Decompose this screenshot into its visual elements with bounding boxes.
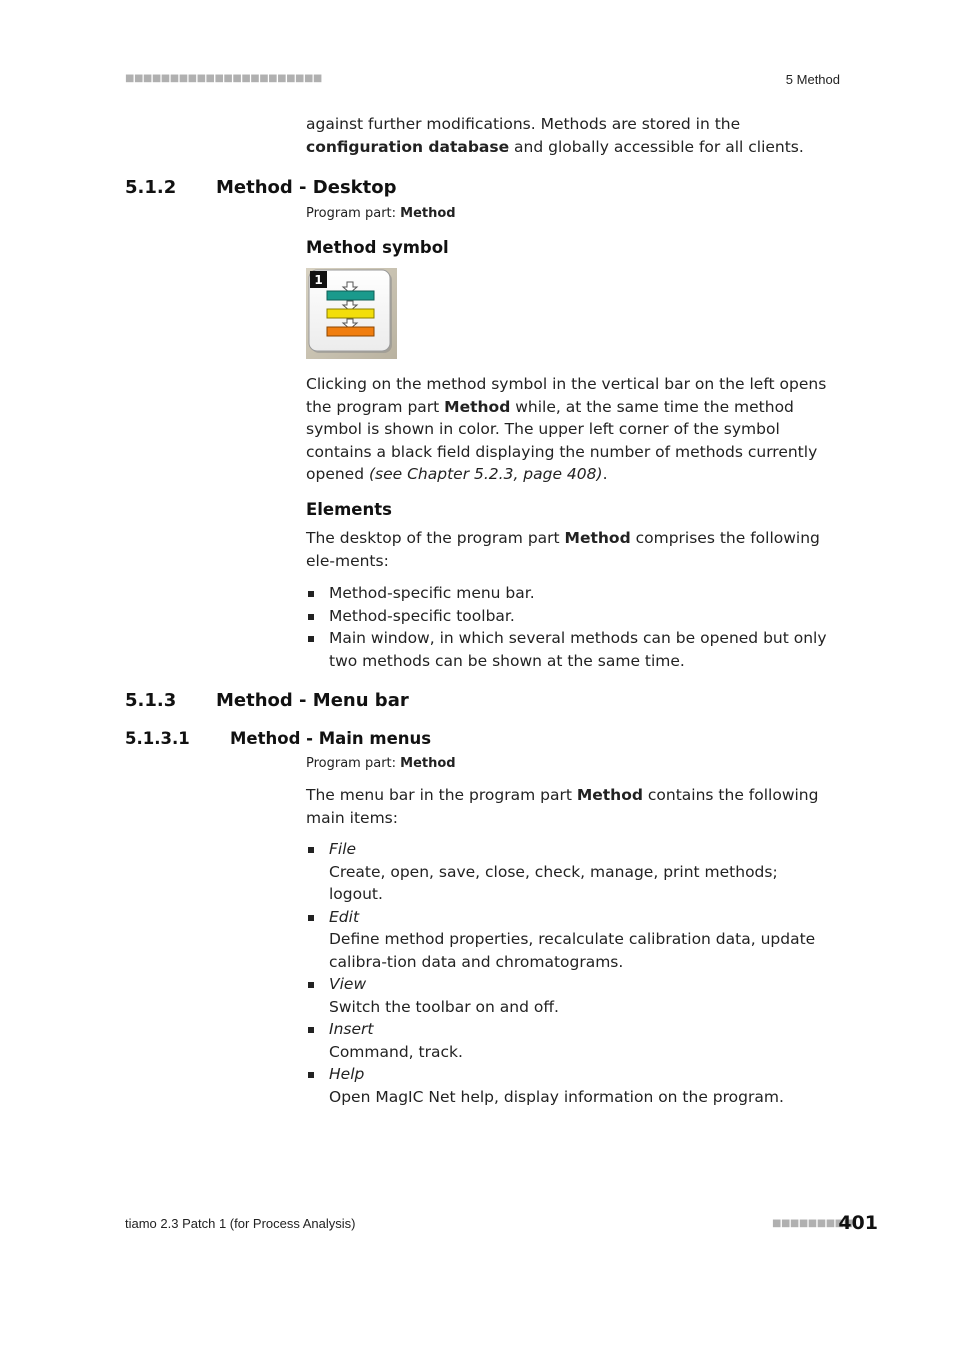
main-menus-list bbox=[306, 838, 836, 1108]
program-part-value: Method bbox=[400, 206, 456, 221]
method-symbol-icon bbox=[306, 268, 397, 359]
elements-bold: Method bbox=[564, 529, 631, 547]
menu-item-view bbox=[306, 973, 836, 1018]
program-part-line bbox=[306, 206, 456, 221]
section-number-5-1-2: 5.1.2 bbox=[125, 177, 177, 198]
method-symbol-heading: Method symbol bbox=[306, 238, 449, 257]
menu-intro-text-2: contains the following main items: bbox=[306, 786, 819, 827]
menu-name: File bbox=[329, 840, 357, 858]
open-methods-count-badge: 1 bbox=[314, 273, 323, 287]
menu-bar-intro bbox=[306, 784, 836, 829]
menu-name: Help bbox=[329, 1065, 365, 1083]
menu-intro-bold: Method bbox=[576, 786, 643, 804]
footer-product-name: tiamo 2.3 Patch 1 (for Process Analysis) bbox=[125, 1216, 356, 1231]
program-part-line-2 bbox=[306, 756, 456, 771]
menu-description: Define method properties, recalculate calibration data, update calibra-tion data and chromatograms. bbox=[329, 930, 816, 971]
running-header-chapter: 5 Method bbox=[785, 72, 840, 87]
symbol-desc-bold: Method bbox=[444, 397, 511, 416]
intro-paragraph bbox=[306, 113, 836, 158]
method-symbol-description bbox=[306, 373, 836, 486]
section-title-5-1-3: Method - Menu bar bbox=[216, 690, 409, 711]
menu-description: Command, track. bbox=[329, 1042, 463, 1061]
symbol-desc-end: . bbox=[602, 465, 608, 483]
list-item: Method-specific toolbar. bbox=[306, 605, 836, 628]
menu-item-file bbox=[306, 838, 836, 906]
elements-intro bbox=[306, 527, 836, 572]
section-number-5-1-3-1: 5.1.3.1 bbox=[125, 729, 190, 748]
intro-bold-term: configuration database bbox=[306, 137, 510, 156]
elements-text-2: comprises the following ele-ments: bbox=[306, 529, 820, 570]
menu-item-help bbox=[306, 1063, 836, 1108]
list-item: Method-specific menu bar. bbox=[306, 582, 836, 605]
symbol-desc-text-2: while, at the same time the method symbol is shown in color. The upper left corner of the symbol contains a black field displaying the number of methods currently opened bbox=[306, 397, 818, 483]
menu-name: Insert bbox=[329, 1020, 374, 1038]
menu-name: View bbox=[329, 975, 367, 993]
program-part-value: Method bbox=[400, 756, 456, 771]
page-number: 401 bbox=[838, 1212, 878, 1234]
menu-intro-text-1: The menu bar in the program part bbox=[306, 786, 577, 804]
intro-text-2: and globally accessible for all clients. bbox=[509, 137, 804, 156]
menu-name: Edit bbox=[329, 907, 360, 926]
menu-item-insert bbox=[306, 1018, 836, 1063]
program-part-label: Program part: bbox=[306, 206, 401, 221]
menu-description: Switch the toolbar on and off. bbox=[329, 997, 559, 1016]
intro-text-1: against further modifications. Methods are stored in the bbox=[306, 115, 741, 133]
header-decoration: ■■■■■■■■■■■■■■■■■■■■■■ bbox=[125, 73, 322, 84]
program-part-label: Program part: bbox=[306, 756, 401, 771]
method-symbol-graphic bbox=[306, 268, 397, 359]
section-number-5-1-3: 5.1.3 bbox=[125, 690, 177, 711]
section-title-5-1-2: Method - Desktop bbox=[216, 177, 397, 198]
section-title-5-1-3-1: Method - Main menus bbox=[230, 729, 432, 748]
chapter-cross-reference[interactable]: (see Chapter 5.2.3, page 408) bbox=[368, 465, 603, 483]
elements-heading: Elements bbox=[306, 500, 392, 519]
menu-item-edit bbox=[306, 906, 836, 974]
menu-description: Create, open, save, close, check, manage, print methods; logout. bbox=[329, 862, 778, 903]
symbol-desc-text-1: Clicking on the method symbol in the vertical bar on the left opens the program part bbox=[306, 375, 827, 416]
elements-text-1: The desktop of the program part bbox=[306, 529, 565, 547]
elements-list bbox=[306, 582, 836, 672]
list-item: Main window, in which several methods can be opened but only two methods can be shown at the same time. bbox=[306, 627, 836, 672]
menu-description: Open MagIC Net help, display information on the program. bbox=[329, 1087, 784, 1106]
footer-decoration: ■■■■■■■■■ bbox=[772, 1218, 853, 1229]
